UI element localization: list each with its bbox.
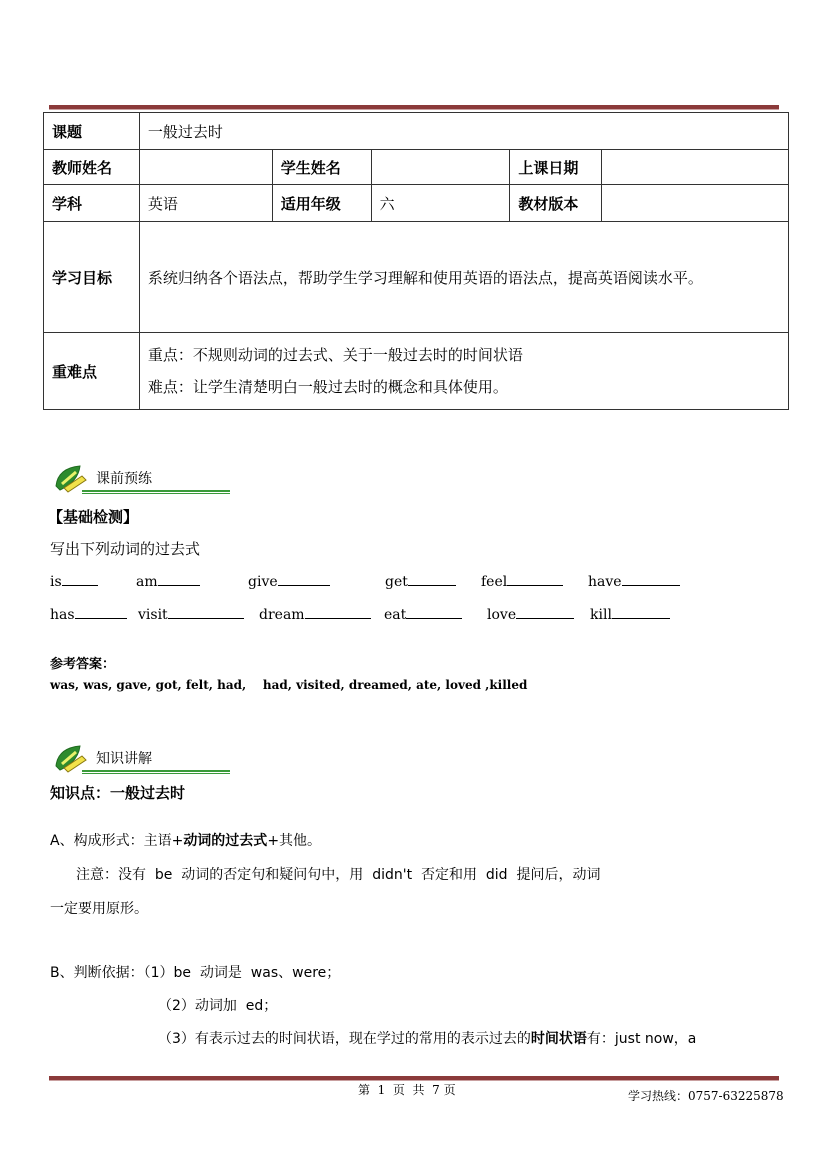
goal-label: 学习目标 <box>44 222 140 333</box>
verb-get: get <box>385 573 456 590</box>
section-underline <box>82 773 230 774</box>
point-a-structure: A、构成形式：主语+动词的过去式+其他。 <box>50 833 322 849</box>
section-underline <box>82 493 230 494</box>
point-b-line-1: B、判断依据：（1）be 动词是 was、were； <box>50 965 341 981</box>
verb-feel: feel <box>481 573 563 590</box>
subject-label: 学科 <box>44 185 140 222</box>
note-line-2: 一定要用原形。 <box>50 901 148 917</box>
answer-text: was, was, gave, got, felt, had, had, visited, dreamed, ate, loved ,killed <box>50 678 528 692</box>
goal-value: 系统归纳各个语法点，帮助学生学习理解和使用英语的语法点，提高英语阅读水平。 <box>139 222 788 333</box>
verb-dream: dream <box>259 606 371 623</box>
instruction: 写出下列动词的过去式 <box>50 540 201 558</box>
edition-value <box>602 185 789 222</box>
knowledge-point-title: 知识点：一般过去时 <box>50 784 186 802</box>
student-value <box>371 150 510 185</box>
course-info-table <box>43 112 789 410</box>
verb-is: is <box>50 573 98 590</box>
point-b-line-3: （3）有表示过去的时间状语，现在学过的常用的表示过去的时间状语有：just now，a <box>158 1031 697 1047</box>
section-underline <box>82 490 230 492</box>
date-value <box>602 150 789 185</box>
hotline: 学习热线：0757-63225878 <box>628 1089 784 1103</box>
verb-love: love <box>487 606 574 623</box>
section-underline <box>82 770 230 772</box>
section-title-preview: 课前预练 <box>96 471 152 487</box>
section-header-knowledge <box>52 742 182 776</box>
grade-value: 六 <box>371 185 510 222</box>
student-label: 学生姓名 <box>272 150 371 185</box>
verb-give: give <box>248 573 330 590</box>
section-title-knowledge: 知识讲解 <box>96 751 152 767</box>
verb-have: have <box>588 573 680 590</box>
focus-key-point: 重点：不规则动词的过去式、关于一般过去时的时间状语 <box>147 346 523 364</box>
section-header-preview <box>52 462 182 496</box>
answer-label: 参考答案： <box>50 657 116 672</box>
page-number: 第 1 页 共 7 页 <box>358 1083 456 1097</box>
focus-value <box>139 333 788 410</box>
note-line-1: 注意：没有 be 动词的否定句和疑问句中，用 didn't 否定和用 did 提问后，动词 <box>76 867 601 883</box>
subhead-basic-test: 【基础检测】 <box>48 508 139 526</box>
verb-kill: kill <box>590 606 670 623</box>
verb-visit: visit <box>138 606 244 623</box>
point-b-line-2: （2）动词加 ed； <box>158 998 278 1014</box>
topic-value: 一般过去时 <box>139 113 788 150</box>
grade-label: 适用年级 <box>272 185 371 222</box>
teacher-value <box>139 150 272 185</box>
topic-label: 课题 <box>44 113 140 150</box>
verb-has: has <box>50 606 127 623</box>
edition-label: 教材版本 <box>510 185 602 222</box>
verb-eat: eat <box>384 606 462 623</box>
date-label: 上课日期 <box>510 150 602 185</box>
verb-am: am <box>136 573 200 590</box>
subject-value: 英语 <box>139 185 272 222</box>
focus-label: 重难点 <box>44 333 140 410</box>
teacher-label: 教师姓名 <box>44 150 140 185</box>
focus-difficult-point: 难点：让学生清楚明白一般过去时的概念和具体使用。 <box>147 378 508 396</box>
header-rule <box>49 105 779 110</box>
